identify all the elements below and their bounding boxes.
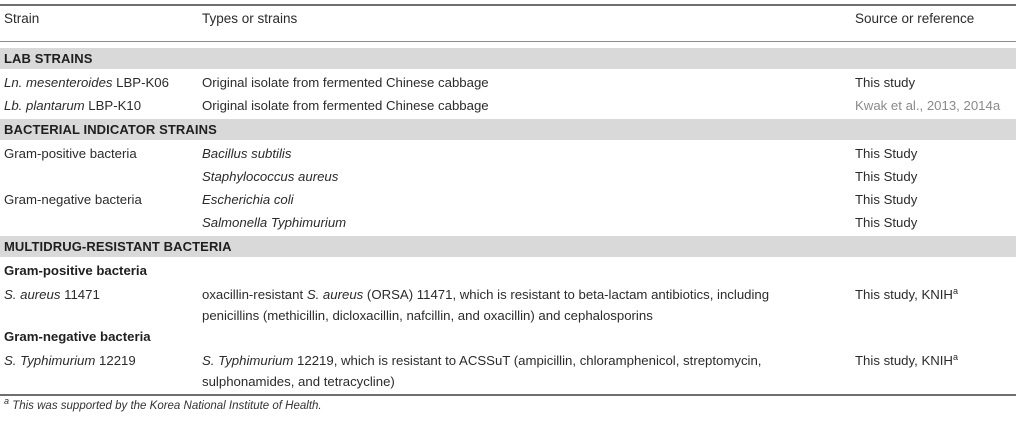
source-cell: This Study (855, 192, 918, 207)
header-types: Types or strains (202, 11, 298, 26)
section-title: MULTIDRUG-RESISTANT BACTERIA (4, 239, 232, 254)
table-footnote: $^a$ This was supported by the Korea National Institute of Health. (4, 396, 322, 412)
source-cell: This study, KNIH$^a$ (855, 352, 958, 368)
header-strain: Strain (4, 11, 40, 26)
section-title: LAB STRAINS (4, 51, 93, 66)
type-cell: S. Typhimurium 12219, which is resistant to ACSSuT (ampicillin, chloramphenicol, streptomycin, sulphonamides, and tetracycline) (202, 353, 762, 389)
section-title: BACTERIAL INDICATOR STRAINS (4, 122, 217, 137)
strain-cell: Lb. plantarum LBP-K10 (4, 98, 142, 113)
footnote-marker: a (952, 286, 958, 296)
section-mdr-bacteria (0, 236, 1016, 257)
strain-cell: Gram-negative bacteria (4, 192, 142, 207)
source-cell: This study, KNIH$^a$ (855, 286, 958, 302)
source-cell: This Study (855, 169, 918, 184)
source-cell: This Study (855, 215, 918, 230)
source-cell: This study (855, 75, 916, 90)
type-cell: Bacillus subtilis (202, 146, 292, 161)
section-indicator-strains (0, 119, 1016, 140)
source-cell: This Study (855, 146, 918, 161)
strain-cell: Ln. mesenteroides LBP-K06 (4, 75, 169, 90)
source-cell-reference: Kwak et al., 2013, 2014a (855, 98, 1001, 113)
type-cell: oxacillin-resistant S. aureus (ORSA) 11471, which is resistant to beta-lactam antibiotics, including penicillins (methicillin, dicloxacillin, nafcillin, and oxacillin) and cephalosporins (202, 287, 770, 323)
header-rule (0, 41, 1016, 42)
strain-cell: S. Typhimurium 12219 (4, 353, 136, 368)
section-lab-strains (0, 48, 1016, 69)
table-bottom-rule (0, 394, 1016, 396)
type-cell: Staphylococcus aureus (202, 169, 339, 184)
header-source: Source or reference (855, 11, 975, 26)
type-cell: Escherichia coli (202, 192, 294, 207)
type-cell: Salmonella Typhimurium (202, 215, 347, 230)
strain-cell: Gram-positive bacteria (4, 146, 137, 161)
table-top-rule (0, 4, 1016, 6)
type-cell: Original isolate from fermented Chinese cabbage (202, 75, 489, 90)
strain-cell: S. aureus 11471 (4, 287, 100, 302)
footnote-marker: a (952, 352, 958, 362)
type-cell: Original isolate from fermented Chinese cabbage (202, 98, 489, 113)
